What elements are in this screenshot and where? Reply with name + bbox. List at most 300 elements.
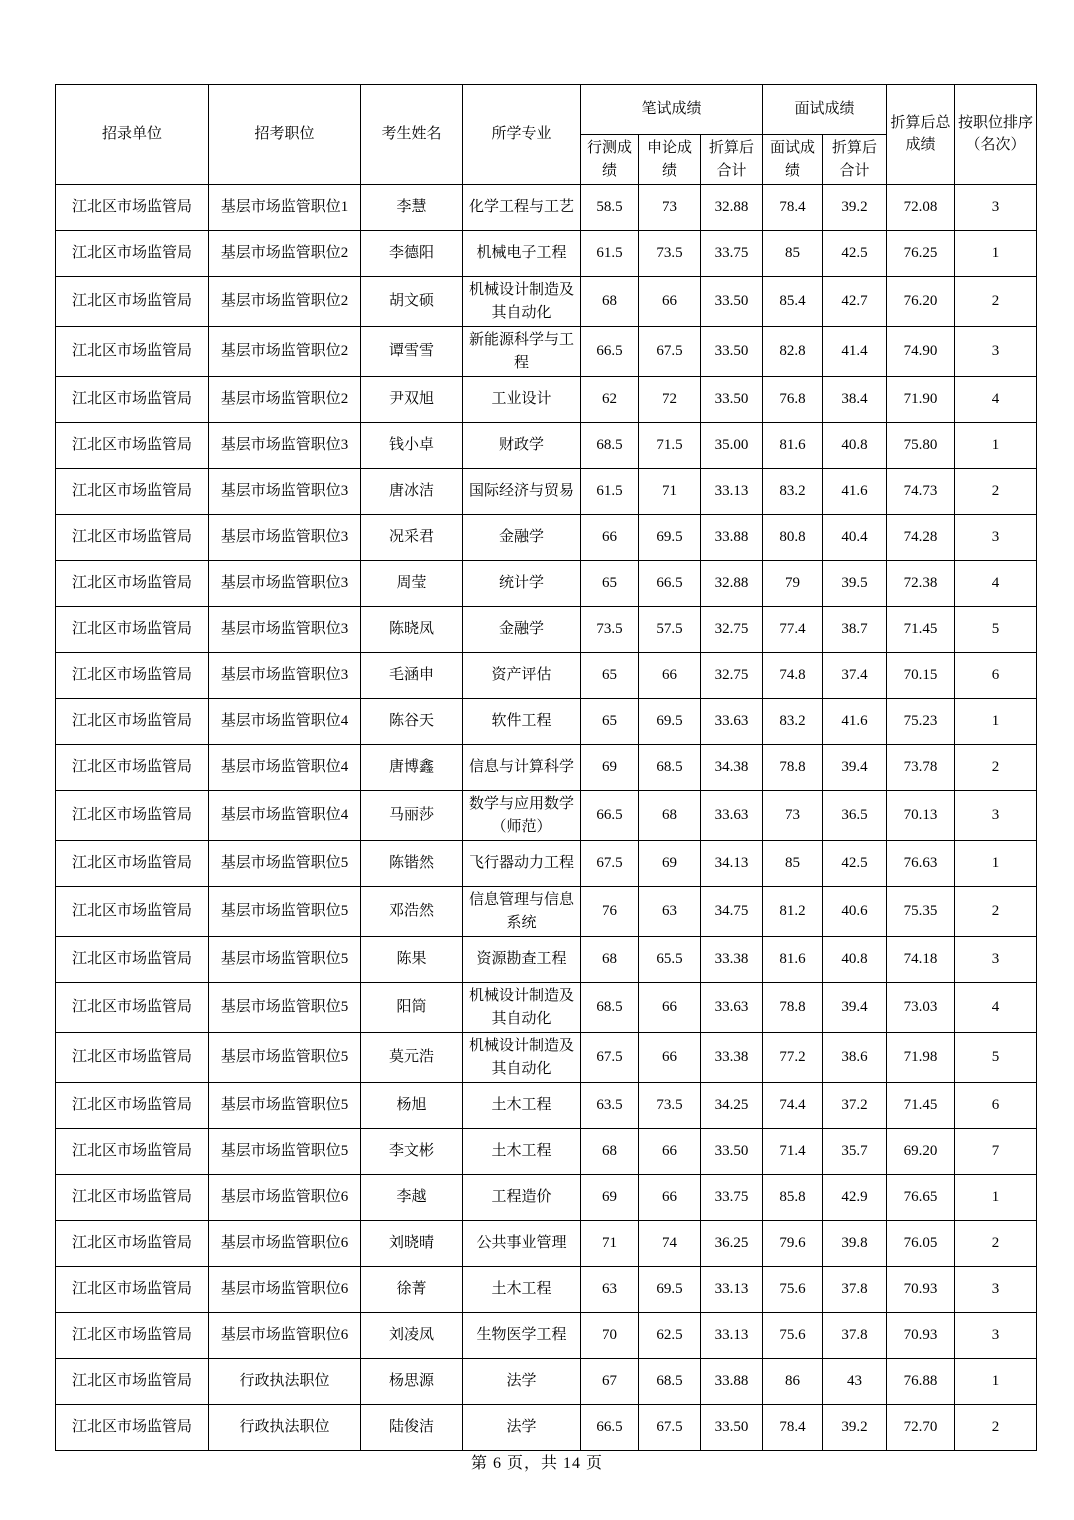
cell-name: 唐冰洁	[361, 469, 463, 515]
table-row	[56, 1359, 1037, 1405]
cell-position: 基层市场监管职位3	[209, 607, 361, 653]
cell-interview-score: 83.2	[763, 699, 823, 745]
cell-total-score: 72.08	[887, 185, 955, 231]
cell-shenlun-score: 68	[639, 791, 701, 841]
cell-position: 基层市场监管职位4	[209, 791, 361, 841]
table-row	[56, 423, 1037, 469]
cell-shenlun-score: 65.5	[639, 937, 701, 983]
cell-position: 基层市场监管职位5	[209, 841, 361, 887]
cell-name: 莫元浩	[361, 1033, 463, 1083]
cell-total-score: 76.05	[887, 1221, 955, 1267]
cell-interview-weighted: 37.8	[823, 1267, 887, 1313]
cell-written-weighted: 32.88	[701, 561, 763, 607]
cell-major: 飞行器动力工程	[463, 841, 581, 887]
cell-shenlun-score: 68.5	[639, 1359, 701, 1405]
table-row	[56, 745, 1037, 791]
page-number: 第 6 页，共 14 页	[470, 1455, 603, 1472]
table-row	[56, 887, 1037, 937]
cell-interview-score: 74.8	[763, 653, 823, 699]
cell-position: 基层市场监管职位6	[209, 1175, 361, 1221]
cell-total-score: 70.15	[887, 653, 955, 699]
cell-major: 化学工程与工艺	[463, 185, 581, 231]
cell-major: 工程造价	[463, 1175, 581, 1221]
cell-rank: 7	[955, 1129, 1037, 1175]
cell-name: 李德阳	[361, 231, 463, 277]
table-row	[56, 1083, 1037, 1129]
cell-total-score: 76.65	[887, 1175, 955, 1221]
cell-major: 数学与应用数学（师范）	[463, 791, 581, 841]
cell-unit: 江北区市场监管局	[56, 1313, 209, 1359]
cell-name: 胡文硕	[361, 277, 463, 327]
cell-total-score: 75.23	[887, 699, 955, 745]
cell-interview-weighted: 38.6	[823, 1033, 887, 1083]
cell-major: 软件工程	[463, 699, 581, 745]
cell-interview-score: 79.6	[763, 1221, 823, 1267]
cell-name: 徐菁	[361, 1267, 463, 1313]
cell-xingce-score: 68.5	[581, 983, 639, 1033]
table-row	[56, 1405, 1037, 1451]
cell-total-score: 75.80	[887, 423, 955, 469]
cell-interview-score: 82.8	[763, 327, 823, 377]
cell-shenlun-score: 62.5	[639, 1313, 701, 1359]
cell-name: 邓浩然	[361, 887, 463, 937]
cell-major: 机械设计制造及其自动化	[463, 277, 581, 327]
cell-written-weighted: 36.25	[701, 1221, 763, 1267]
cell-position: 基层市场监管职位6	[209, 1267, 361, 1313]
cell-xingce-score: 65	[581, 653, 639, 699]
header-row-groups	[56, 85, 1037, 135]
cell-name: 刘晓晴	[361, 1221, 463, 1267]
cell-rank: 4	[955, 983, 1037, 1033]
cell-total-score: 76.63	[887, 841, 955, 887]
cell-xingce-score: 63	[581, 1267, 639, 1313]
cell-name: 刘凌凤	[361, 1313, 463, 1359]
cell-unit: 江北区市场监管局	[56, 841, 209, 887]
cell-shenlun-score: 69.5	[639, 699, 701, 745]
cell-name: 钱小卓	[361, 423, 463, 469]
cell-total-score: 73.03	[887, 983, 955, 1033]
cell-name: 陈果	[361, 937, 463, 983]
table-row	[56, 699, 1037, 745]
table-row	[56, 841, 1037, 887]
cell-name: 阳筒	[361, 983, 463, 1033]
cell-name: 陆俊洁	[361, 1405, 463, 1451]
cell-interview-weighted: 40.6	[823, 887, 887, 937]
col-header-major: 所学专业	[463, 85, 581, 185]
cell-shenlun-score: 67.5	[639, 1405, 701, 1451]
cell-interview-weighted: 42.7	[823, 277, 887, 327]
cell-name: 李慧	[361, 185, 463, 231]
cell-total-score: 72.38	[887, 561, 955, 607]
cell-interview-score: 81.2	[763, 887, 823, 937]
cell-xingce-score: 67.5	[581, 1033, 639, 1083]
table-row	[56, 607, 1037, 653]
cell-shenlun-score: 74	[639, 1221, 701, 1267]
cell-total-score: 74.73	[887, 469, 955, 515]
cell-shenlun-score: 73.5	[639, 1083, 701, 1129]
cell-xingce-score: 68	[581, 937, 639, 983]
cell-major: 机械电子工程	[463, 231, 581, 277]
table-row	[56, 231, 1037, 277]
col-header-unit: 招录单位	[56, 85, 209, 185]
cell-name: 况采君	[361, 515, 463, 561]
cell-interview-weighted: 42.5	[823, 841, 887, 887]
cell-major: 土木工程	[463, 1267, 581, 1313]
cell-written-weighted: 33.63	[701, 983, 763, 1033]
cell-name: 陈锴然	[361, 841, 463, 887]
cell-interview-weighted: 42.9	[823, 1175, 887, 1221]
cell-major: 机械设计制造及其自动化	[463, 983, 581, 1033]
table-row	[56, 469, 1037, 515]
cell-interview-score: 81.6	[763, 937, 823, 983]
cell-written-weighted: 33.50	[701, 327, 763, 377]
cell-xingce-score: 66.5	[581, 791, 639, 841]
cell-total-score: 75.35	[887, 887, 955, 937]
cell-shenlun-score: 68.5	[639, 745, 701, 791]
cell-position: 基层市场监管职位2	[209, 377, 361, 423]
cell-rank: 3	[955, 937, 1037, 983]
cell-interview-weighted: 39.2	[823, 1405, 887, 1451]
cell-xingce-score: 67	[581, 1359, 639, 1405]
cell-major: 信息管理与信息系统	[463, 887, 581, 937]
table-row	[56, 327, 1037, 377]
cell-interview-weighted: 43	[823, 1359, 887, 1405]
cell-interview-score: 80.8	[763, 515, 823, 561]
cell-xingce-score: 68	[581, 1129, 639, 1175]
cell-total-score: 73.78	[887, 745, 955, 791]
cell-written-weighted: 33.75	[701, 231, 763, 277]
cell-shenlun-score: 69.5	[639, 515, 701, 561]
header-line: 成绩	[905, 136, 936, 153]
cell-name: 李文彬	[361, 1129, 463, 1175]
cell-xingce-score: 58.5	[581, 185, 639, 231]
col-header-rank	[955, 85, 1037, 185]
cell-interview-score: 77.4	[763, 607, 823, 653]
cell-rank: 1	[955, 423, 1037, 469]
cell-unit: 江北区市场监管局	[56, 699, 209, 745]
cell-unit: 江北区市场监管局	[56, 1083, 209, 1129]
cell-written-weighted: 33.38	[701, 1033, 763, 1083]
cell-rank: 3	[955, 791, 1037, 841]
cell-position: 基层市场监管职位6	[209, 1221, 361, 1267]
cell-written-weighted: 33.38	[701, 937, 763, 983]
cell-rank: 2	[955, 887, 1037, 937]
cell-interview-weighted: 40.4	[823, 515, 887, 561]
col-header-interview-weighted: 折算后合计	[823, 135, 887, 185]
cell-rank: 1	[955, 841, 1037, 887]
cell-written-weighted: 34.75	[701, 887, 763, 937]
cell-unit: 江北区市场监管局	[56, 1267, 209, 1313]
cell-major: 生物医学工程	[463, 1313, 581, 1359]
cell-interview-score: 86	[763, 1359, 823, 1405]
cell-total-score: 74.18	[887, 937, 955, 983]
cell-rank: 1	[955, 1359, 1037, 1405]
table-row	[56, 983, 1037, 1033]
cell-unit: 江北区市场监管局	[56, 791, 209, 841]
cell-shenlun-score: 71	[639, 469, 701, 515]
cell-unit: 江北区市场监管局	[56, 277, 209, 327]
cell-total-score: 72.70	[887, 1405, 955, 1451]
cell-unit: 江北区市场监管局	[56, 1359, 209, 1405]
table-header	[56, 85, 1037, 185]
cell-xingce-score: 65	[581, 699, 639, 745]
table-row	[56, 1313, 1037, 1359]
cell-unit: 江北区市场监管局	[56, 983, 209, 1033]
cell-written-weighted: 33.13	[701, 1313, 763, 1359]
table-row	[56, 515, 1037, 561]
cell-major: 财政学	[463, 423, 581, 469]
cell-major: 信息与计算科学	[463, 745, 581, 791]
header-line: 按职位排序	[958, 114, 1034, 131]
cell-position: 基层市场监管职位5	[209, 887, 361, 937]
cell-major: 资产评估	[463, 653, 581, 699]
cell-name: 李越	[361, 1175, 463, 1221]
cell-position: 基层市场监管职位4	[209, 745, 361, 791]
cell-interview-weighted: 41.4	[823, 327, 887, 377]
table-row	[56, 1033, 1037, 1083]
table-row	[56, 791, 1037, 841]
cell-xingce-score: 68	[581, 277, 639, 327]
cell-major: 土木工程	[463, 1129, 581, 1175]
cell-interview-score: 73	[763, 791, 823, 841]
cell-position: 基层市场监管职位2	[209, 327, 361, 377]
cell-written-weighted: 34.25	[701, 1083, 763, 1129]
cell-interview-score: 83.2	[763, 469, 823, 515]
cell-name: 陈晓凤	[361, 607, 463, 653]
cell-xingce-score: 61.5	[581, 231, 639, 277]
cell-rank: 2	[955, 1221, 1037, 1267]
cell-interview-weighted: 37.4	[823, 653, 887, 699]
cell-total-score: 71.45	[887, 1083, 955, 1129]
cell-unit: 江北区市场监管局	[56, 653, 209, 699]
col-header-shenlun-score: 申论成绩	[639, 135, 701, 185]
cell-written-weighted: 33.13	[701, 1267, 763, 1313]
table-row	[56, 185, 1037, 231]
cell-unit: 江北区市场监管局	[56, 423, 209, 469]
cell-interview-weighted: 41.6	[823, 699, 887, 745]
cell-unit: 江北区市场监管局	[56, 1175, 209, 1221]
cell-unit: 江北区市场监管局	[56, 1405, 209, 1451]
cell-xingce-score: 69	[581, 1175, 639, 1221]
cell-major: 统计学	[463, 561, 581, 607]
col-header-interview-score: 面试成绩	[763, 135, 823, 185]
cell-shenlun-score: 69.5	[639, 1267, 701, 1313]
cell-rank: 1	[955, 1175, 1037, 1221]
cell-xingce-score: 62	[581, 377, 639, 423]
cell-interview-score: 78.4	[763, 1405, 823, 1451]
cell-position: 行政执法职位	[209, 1359, 361, 1405]
cell-xingce-score: 65	[581, 561, 639, 607]
cell-total-score: 69.20	[887, 1129, 955, 1175]
cell-unit: 江北区市场监管局	[56, 469, 209, 515]
cell-xingce-score: 76	[581, 887, 639, 937]
cell-total-score: 70.93	[887, 1267, 955, 1313]
cell-rank: 6	[955, 1083, 1037, 1129]
cell-shenlun-score: 66	[639, 1175, 701, 1221]
cell-interview-weighted: 39.8	[823, 1221, 887, 1267]
table-row	[56, 1221, 1037, 1267]
cell-name: 毛涵申	[361, 653, 463, 699]
cell-written-weighted: 33.88	[701, 515, 763, 561]
table-row	[56, 277, 1037, 327]
cell-rank: 5	[955, 1033, 1037, 1083]
cell-major: 法学	[463, 1405, 581, 1451]
cell-written-weighted: 33.63	[701, 699, 763, 745]
cell-major: 资源勘查工程	[463, 937, 581, 983]
cell-interview-weighted: 40.8	[823, 937, 887, 983]
cell-interview-score: 76.8	[763, 377, 823, 423]
cell-position: 基层市场监管职位5	[209, 1033, 361, 1083]
cell-interview-weighted: 36.5	[823, 791, 887, 841]
cell-rank: 2	[955, 469, 1037, 515]
cell-rank: 2	[955, 745, 1037, 791]
cell-name: 陈谷天	[361, 699, 463, 745]
cell-unit: 江北区市场监管局	[56, 377, 209, 423]
col-header-written-weighted: 折算后合计	[701, 135, 763, 185]
cell-written-weighted: 33.50	[701, 377, 763, 423]
table-row	[56, 1129, 1037, 1175]
cell-interview-score: 78.8	[763, 745, 823, 791]
cell-shenlun-score: 66.5	[639, 561, 701, 607]
cell-rank: 2	[955, 277, 1037, 327]
cell-shenlun-score: 66	[639, 1129, 701, 1175]
cell-interview-score: 75.6	[763, 1313, 823, 1359]
cell-xingce-score: 68.5	[581, 423, 639, 469]
cell-position: 基层市场监管职位5	[209, 937, 361, 983]
cell-rank: 2	[955, 1405, 1037, 1451]
table-row	[56, 1175, 1037, 1221]
cell-xingce-score: 61.5	[581, 469, 639, 515]
cell-interview-weighted: 37.8	[823, 1313, 887, 1359]
cell-rank: 5	[955, 607, 1037, 653]
cell-xingce-score: 70	[581, 1313, 639, 1359]
cell-unit: 江北区市场监管局	[56, 561, 209, 607]
cell-position: 基层市场监管职位6	[209, 1313, 361, 1359]
cell-total-score: 71.90	[887, 377, 955, 423]
cell-interview-score: 78.8	[763, 983, 823, 1033]
cell-shenlun-score: 63	[639, 887, 701, 937]
table-row	[56, 653, 1037, 699]
cell-unit: 江北区市场监管局	[56, 327, 209, 377]
cell-interview-weighted: 42.5	[823, 231, 887, 277]
cell-interview-weighted: 39.4	[823, 983, 887, 1033]
cell-major: 新能源科学与工程	[463, 327, 581, 377]
cell-unit: 江北区市场监管局	[56, 607, 209, 653]
cell-major: 公共事业管理	[463, 1221, 581, 1267]
cell-written-weighted: 33.50	[701, 1129, 763, 1175]
cell-unit: 江北区市场监管局	[56, 231, 209, 277]
results-table-body	[56, 185, 1037, 1451]
cell-position: 基层市场监管职位5	[209, 1129, 361, 1175]
cell-total-score: 74.90	[887, 327, 955, 377]
cell-interview-score: 81.6	[763, 423, 823, 469]
cell-xingce-score: 67.5	[581, 841, 639, 887]
cell-position: 基层市场监管职位3	[209, 423, 361, 469]
cell-name: 周莹	[361, 561, 463, 607]
cell-xingce-score: 71	[581, 1221, 639, 1267]
cell-interview-score: 78.4	[763, 185, 823, 231]
cell-unit: 江北区市场监管局	[56, 1129, 209, 1175]
cell-rank: 3	[955, 185, 1037, 231]
cell-major: 土木工程	[463, 1083, 581, 1129]
cell-written-weighted: 32.75	[701, 653, 763, 699]
cell-total-score: 76.88	[887, 1359, 955, 1405]
cell-xingce-score: 66.5	[581, 1405, 639, 1451]
cell-interview-score: 79	[763, 561, 823, 607]
cell-rank: 6	[955, 653, 1037, 699]
cell-written-weighted: 33.75	[701, 1175, 763, 1221]
cell-interview-weighted: 38.7	[823, 607, 887, 653]
cell-written-weighted: 35.00	[701, 423, 763, 469]
cell-major: 金融学	[463, 607, 581, 653]
cell-written-weighted: 32.88	[701, 185, 763, 231]
cell-major: 工业设计	[463, 377, 581, 423]
col-group-written-score: 笔试成绩	[581, 85, 763, 135]
cell-written-weighted: 34.38	[701, 745, 763, 791]
table-row	[56, 937, 1037, 983]
cell-unit: 江北区市场监管局	[56, 745, 209, 791]
table-row	[56, 1267, 1037, 1313]
cell-position: 基层市场监管职位1	[209, 185, 361, 231]
cell-xingce-score: 63.5	[581, 1083, 639, 1129]
cell-shenlun-score: 66	[639, 653, 701, 699]
cell-rank: 4	[955, 561, 1037, 607]
cell-position: 基层市场监管职位5	[209, 983, 361, 1033]
table-row	[56, 377, 1037, 423]
cell-unit: 江北区市场监管局	[56, 185, 209, 231]
cell-shenlun-score: 73	[639, 185, 701, 231]
cell-total-score: 71.98	[887, 1033, 955, 1083]
cell-position: 行政执法职位	[209, 1405, 361, 1451]
cell-unit: 江北区市场监管局	[56, 887, 209, 937]
cell-major: 国际经济与贸易	[463, 469, 581, 515]
cell-shenlun-score: 67.5	[639, 327, 701, 377]
cell-position: 基层市场监管职位2	[209, 231, 361, 277]
cell-interview-score: 85.4	[763, 277, 823, 327]
cell-rank: 3	[955, 515, 1037, 561]
cell-interview-weighted: 39.4	[823, 745, 887, 791]
cell-interview-score: 75.6	[763, 1267, 823, 1313]
cell-rank: 3	[955, 1267, 1037, 1313]
cell-unit: 江北区市场监管局	[56, 1033, 209, 1083]
cell-interview-weighted: 35.7	[823, 1129, 887, 1175]
cell-interview-weighted: 40.8	[823, 423, 887, 469]
header-line: （名次）	[965, 136, 1026, 153]
cell-shenlun-score: 69	[639, 841, 701, 887]
cell-position: 基层市场监管职位5	[209, 1083, 361, 1129]
cell-written-weighted: 33.50	[701, 277, 763, 327]
cell-position: 基层市场监管职位3	[209, 469, 361, 515]
header-line: 折算后总	[890, 114, 951, 131]
cell-total-score: 70.93	[887, 1313, 955, 1359]
cell-total-score: 70.13	[887, 791, 955, 841]
cell-name: 马丽莎	[361, 791, 463, 841]
cell-xingce-score: 66	[581, 515, 639, 561]
cell-shenlun-score: 72	[639, 377, 701, 423]
cell-interview-weighted: 37.2	[823, 1083, 887, 1129]
cell-position: 基层市场监管职位3	[209, 515, 361, 561]
cell-name: 尹双旭	[361, 377, 463, 423]
cell-name: 杨旭	[361, 1083, 463, 1129]
cell-rank: 1	[955, 231, 1037, 277]
cell-shenlun-score: 71.5	[639, 423, 701, 469]
cell-xingce-score: 66.5	[581, 327, 639, 377]
cell-written-weighted: 33.88	[701, 1359, 763, 1405]
table-row	[56, 561, 1037, 607]
cell-major: 法学	[463, 1359, 581, 1405]
cell-shenlun-score: 73.5	[639, 231, 701, 277]
cell-interview-score: 85	[763, 231, 823, 277]
